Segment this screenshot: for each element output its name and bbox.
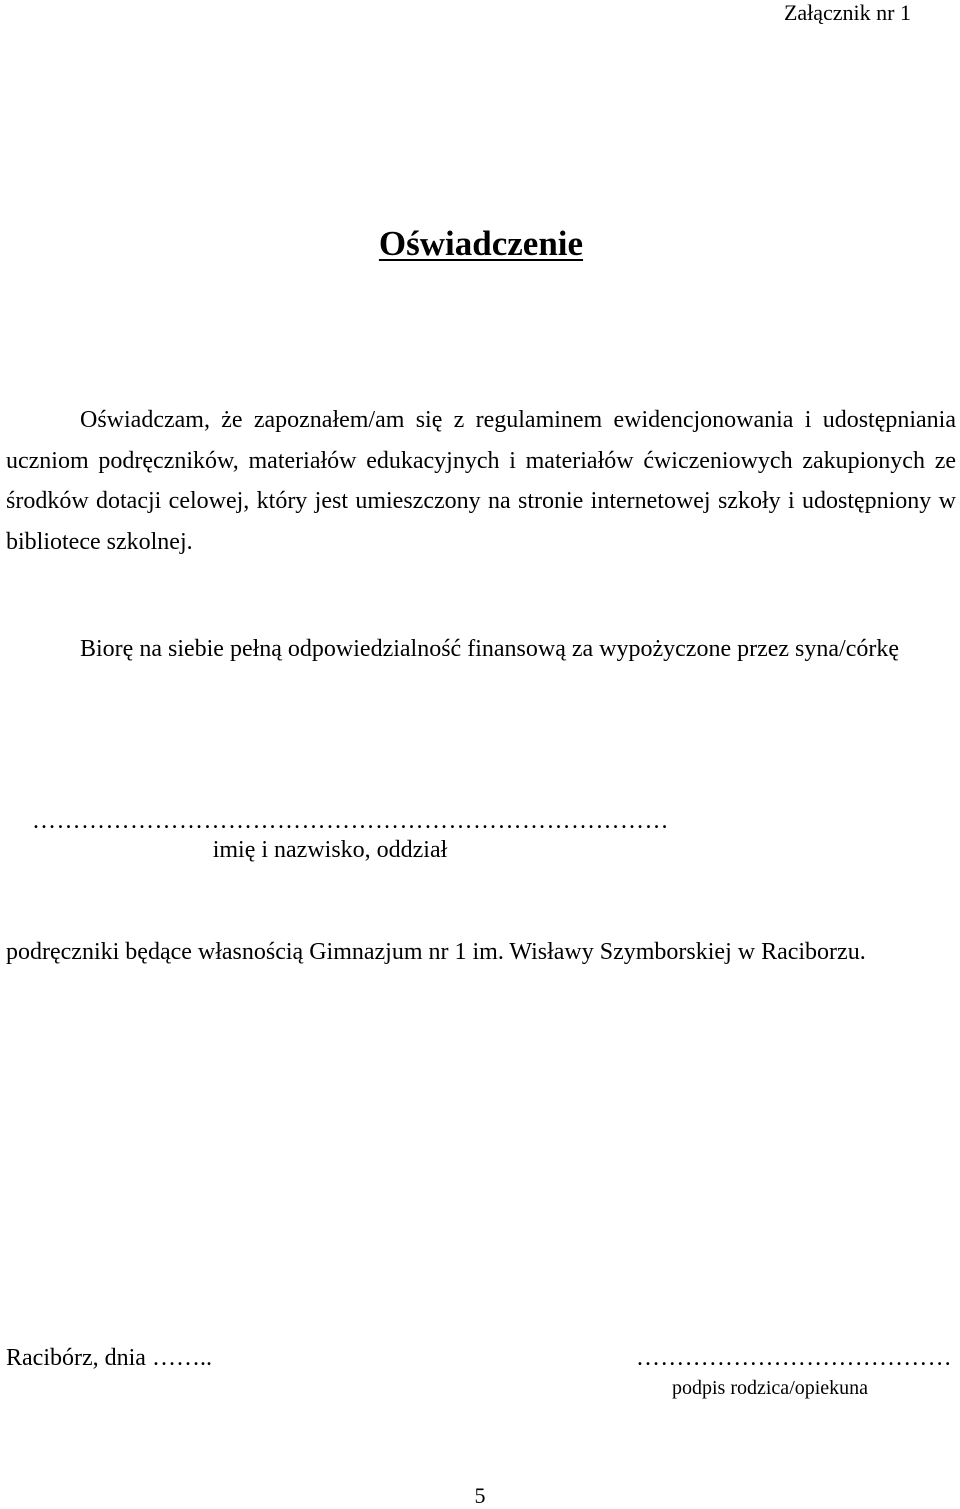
declaration-paragraph: Oświadczam, że zapoznałem/am się z regulaminem ewidencjonowania i udostępniania uczniom podręczników, materiałów edukacyjnych i materiałów ćwiczeniowych zakupionych ze środków dotacji celowej, który jest umieszczony na stronie internetowej szkoły i udostępniony w bibliotece szkolnej. [6,407,956,555]
place-date-field[interactable]: Racibórz, dnia …….. [6,1345,212,1371]
student-name-field[interactable]: …………………………………………………………………… [32,808,669,834]
page-number: 5 [474,1483,486,1508]
signature-field[interactable]: ………………………………… [636,1345,952,1371]
document-title: Oświadczenie [378,224,584,263]
responsibility-paragraph: Biorę na siebie pełną odpowiedzialność finansową za wypożyczone przez syna/córkę [80,636,899,662]
student-name-caption: imię i nazwisko, oddział [212,837,448,863]
annex-label: Załącznik nr 1 [783,0,911,25]
textbooks-paragraph: podręczniki będące własnością Gimnazjum nr 1 im. Wisławy Szymborskiej w Raciborzu. [6,939,866,965]
signature-caption: podpis rodzica/opiekuna [672,1377,869,1399]
